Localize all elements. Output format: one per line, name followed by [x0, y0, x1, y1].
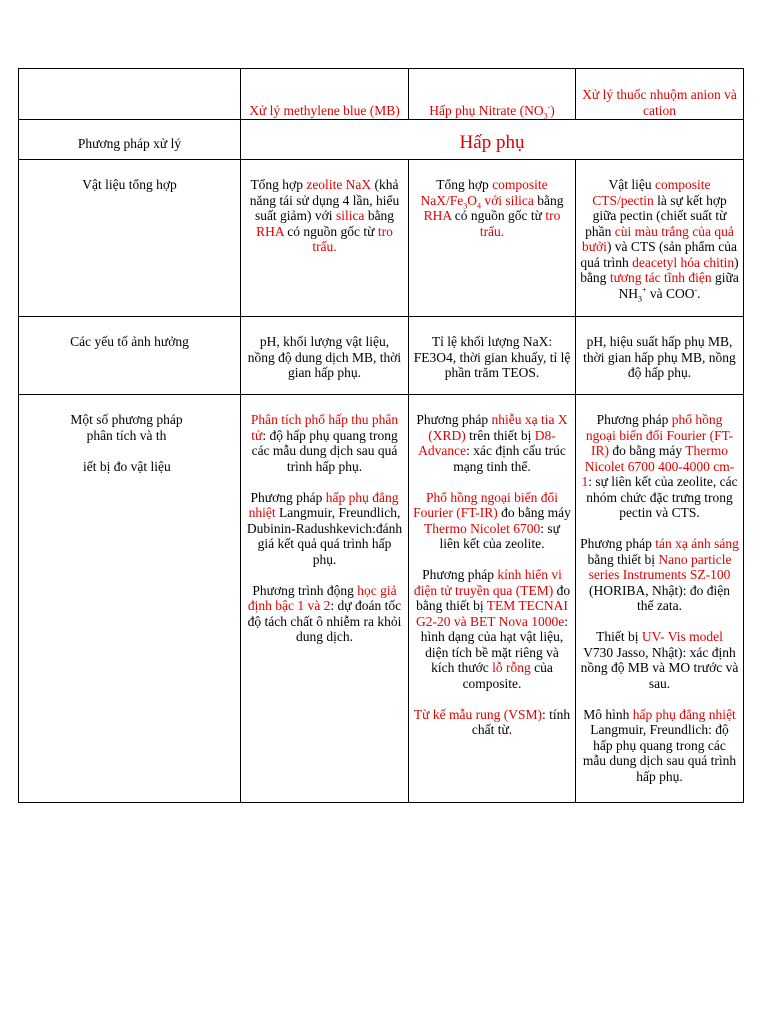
text-run: Nano particle series Instruments SZ-100 [588, 551, 732, 582]
header-row [19, 69, 744, 120]
text-run: composite CTS/pectin [592, 177, 711, 208]
method-row [19, 120, 744, 160]
text-run: Thermo Nicolet 6700 400-4000 cm-1 [581, 443, 735, 489]
text-run: ) và CTS (sản phẩm của quá trình [580, 239, 738, 270]
cell-paragraph [245, 490, 404, 568]
comparison-table [18, 68, 744, 803]
analysis-mb [241, 395, 409, 803]
text-run: D8-Advance [418, 427, 556, 458]
text-run: có nguồn gốc từ [283, 223, 378, 239]
text-run: Vật liệu [608, 177, 655, 192]
material-mb [241, 160, 409, 317]
cell-paragraph [580, 412, 739, 521]
text-run: : hình dạng của hạt vật liệu, diện tích bề mặt riêng và kích thước [420, 613, 568, 675]
factors-dye: pH, hiệu suất hấp phụ MB, thời gian hấp phụ MB, nồng độ hấp phụ. [576, 317, 744, 395]
analysis-dye [576, 395, 744, 803]
text-run: TEM TECNAI G2-20 và BET Nova 1000e [416, 598, 568, 629]
text-run: là sự kết hợp giữa pectin (chiết suất từ phần [585, 192, 727, 239]
text-run: Phương pháp [596, 412, 672, 427]
text-run: : sự liên kết của zeolite, các nhóm chức đặc trưng trong pectin và CTS. [586, 474, 738, 520]
text-run: lỗ rỗng [492, 660, 531, 675]
text-run: tán xạ ánh sáng [655, 536, 739, 551]
header-dye: Xử lý thuốc nhuộm anion và cation [576, 69, 744, 120]
text-run: hấp phụ đẳng nhiệt [248, 489, 399, 520]
analysis-label: Một số phương pháp phân tích và th iết bị đo vật liệu [19, 395, 241, 803]
text-run: Phương pháp [416, 412, 492, 427]
cell-paragraph [245, 583, 404, 645]
material-row [19, 160, 744, 317]
text-run: : tính chất từ. [471, 706, 571, 737]
factors-mb: pH, khối lượng vật liệu, nồng độ dung dịch MB, thời gian hấp phụ. [241, 317, 409, 395]
text-run: Phương pháp [250, 489, 326, 505]
text-run: Phân tích phổ hấp thu phân tử [250, 412, 399, 443]
cell-paragraph [413, 707, 571, 738]
method-value: Hấp phụ [241, 120, 744, 160]
text-run: Phổ hồng ngoại biến đổi Fourier (FT-IR) [413, 489, 558, 520]
text-run: kính hiển vi điện tử truyền qua (TEM) [413, 567, 562, 598]
cell-paragraph [580, 536, 739, 614]
cell-paragraph [580, 629, 739, 691]
header-nitrate: Hấp phụ Nitrate $(NO_3^-)$ [409, 69, 576, 120]
text-run: bằng [364, 208, 395, 223]
factors-row [19, 317, 744, 395]
cell-paragraph [580, 707, 739, 785]
text-run: ) bằng [580, 254, 739, 285]
header-empty-cell [19, 69, 241, 120]
text-run: đo bằng máy [497, 505, 571, 520]
material-label: Vật liệu tổng hợp [19, 160, 241, 317]
analysis-nitrate [409, 395, 576, 803]
text-run: trên thiết bị [465, 427, 535, 443]
cell-paragraph [413, 567, 571, 691]
analysis-row [19, 395, 744, 803]
text-run: RHA [256, 223, 284, 239]
text-run: bằng thiết bị [587, 551, 659, 567]
text-run: phổ hồng ngoại biến đổi Fourier (FT-IR) [585, 412, 734, 458]
text-run: nhiễu xạ tia X (XRD) [428, 412, 568, 443]
text-run: Phương trình động [252, 582, 358, 598]
text-run: tro trấu. [312, 223, 393, 254]
text-run: Tổng hợp [250, 177, 307, 192]
cell-paragraph [413, 412, 571, 474]
header-mb: Xử lý methylene blue (MB) [241, 69, 409, 120]
text-run: : độ hấp phụ quang trong các mẫu dung dịch sau quá trình hấp phụ. [251, 427, 398, 474]
text-run: : sự liên kết của zeolite. [439, 520, 560, 551]
factors-label: Các yếu tố ảnh hưởng [19, 317, 241, 395]
text-run: : dự đoán tốc độ tách chất ô nhiễm ra khỏi dung dịch. [247, 598, 402, 644]
text-run: zeolite NaX [306, 177, 372, 192]
method-label: Phương pháp xử lý [19, 120, 241, 160]
text-run: (HORIBA, Nhật): đo điện thế zata. [589, 582, 730, 613]
text-run: Thermo Nicolet 6700 [424, 520, 541, 536]
text-run: tương tác tĩnh điện [609, 270, 712, 285]
text-run: Phương pháp [422, 567, 498, 582]
text-run: học giả định bậc 1 và 2 [247, 582, 397, 613]
factors-nitrate: Tỉ lệ khối lượng NaX: FE3O4, thời gian khuấy, tỉ lệ phần trăm TEOS. [409, 317, 576, 395]
material-nitrate: Tổng hợp composite NaX/$Fe_3O_4$ với silica bằng RHA có nguồn gốc từ tro trấu. [409, 160, 576, 317]
text-run: silica [335, 208, 365, 223]
text-run: cùi màu trắng của quả bưởi [581, 223, 734, 254]
text-run: Langmuir, Freundlich: độ hấp phụ quang trong các mẫu dung dịch sau quá trình hấp phụ. [582, 722, 737, 784]
cell-paragraph [413, 490, 571, 552]
text-run: V730 Jasso, Nhật): xác định nồng độ MB và MO trước và sau. [580, 644, 739, 691]
text-run: Thiết bị [596, 629, 642, 644]
text-run: Phương pháp [580, 536, 656, 551]
text-run: đo bằng máy [609, 443, 686, 458]
text-run: Từ kế mẫu rung (VSM) [413, 706, 542, 722]
text-run: : xác định cấu trúc mạng tinh thể. [453, 443, 566, 474]
text-run: UV- Vis model [641, 629, 723, 644]
text-run: Langmuir, Freundlich, Dubinin-Radushkevich:đánh giá kết quả quá trình hấp phụ. [246, 505, 403, 567]
cell-paragraph [245, 412, 404, 474]
text-run: Mô hình [583, 706, 633, 722]
text-run: đo bằng thiết bị [416, 582, 571, 613]
text-run: (khả năng tái sử dụng 4 lần, hiểu suất giảm) với [249, 177, 400, 223]
text-run: của composite. [462, 660, 553, 691]
text-run: giữa NH [618, 270, 739, 301]
text-run: deacetyl hóa chitin [632, 254, 735, 270]
text-run: hấp phụ đẳng nhiệt [632, 706, 736, 722]
material-dye: Vật liệu composite CTS/pectin là sự kết hợp giữa pectin (chiết suất từ phần cùi màu trắng của quả bưởi) và CTS (sản phẩm của quá trình deacetyl hóa chitin) bằng tương tác tĩnh điện giữa $NH_3^+$ và COO-. [576, 160, 744, 317]
